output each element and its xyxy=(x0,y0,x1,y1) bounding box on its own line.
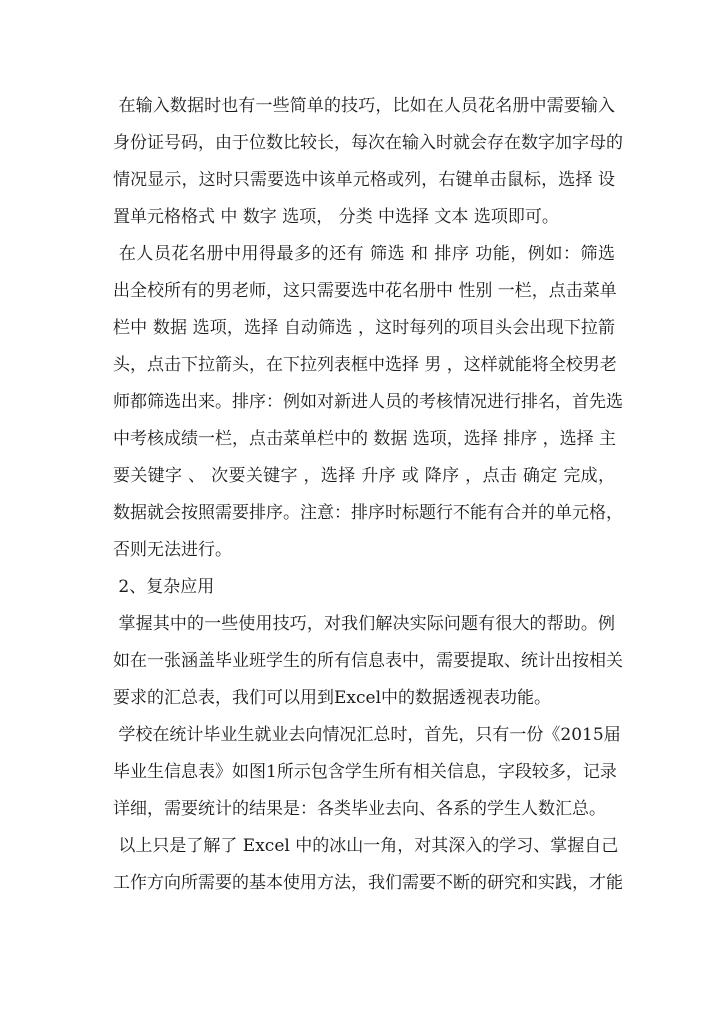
text-line: 否则无法进行。 xyxy=(113,540,232,560)
text-line: 工作方向所需要的基本使用方法，我们需要不断的研究和实践，才能 xyxy=(113,873,623,893)
text-line: 身份证号码，由于位数比较长，每次在输入时就会存在数字加字母的 xyxy=(113,133,623,153)
section-heading: 2、复杂应用 xyxy=(113,577,215,597)
text-line: 在输入数据时也有一些简单的技巧，比如在人员花名册中需要输入 xyxy=(113,96,615,116)
text-line: 要求的汇总表，我们可以用到Excel中的数据透视表功能。 xyxy=(113,688,552,708)
text-line: 师都筛选出来。排序：例如对新进人员的考核情况进行排名，首先选 xyxy=(113,392,623,412)
text-line: 在人员花名册中用得最多的还有 筛选 和 排序 功能，例如：筛选 xyxy=(113,244,615,264)
text-line: 要关键字 、 次要关键字 ，选择 升序 或 降序 ，点击 确定 完成， xyxy=(113,466,615,486)
document-body xyxy=(113,88,623,902)
text-line: 如在一张涵盖毕业班学生的所有信息表中，需要提取、统计出按相关 xyxy=(113,651,623,671)
text-line: 头，点击下拉箭头，在下拉列表框中选择 男 ，这样就能将全校男老 xyxy=(113,355,617,375)
text-line: 以上只是了解了 Excel 中的冰山一角，对其深入的学习、掌握自己 xyxy=(113,836,619,856)
text-line: 学校在统计毕业生就业去向情况汇总时，首先，只有一份《2015届 xyxy=(113,725,621,745)
text-line: 栏中 数据 选项，选择 自动筛选 ，这时每列的项目头会出现下拉箭 xyxy=(113,318,615,338)
text-line: 中考核成绩一栏，点击菜单栏中的 数据 选项，选择 排序 ，选择 主 xyxy=(113,429,617,449)
text-line: 毕业生信息表》如图1所示包含学生所有相关信息，字段较多，记录 xyxy=(113,762,617,782)
text-line: 数据就会按照需要排序。注意：排序时标题行不能有合并的单元格， xyxy=(113,503,623,523)
text-line: 置单元格格式 中 数字 选项， 分类 中选择 文本 选项即可。 xyxy=(113,207,559,227)
text-line: 掌握其中的一些使用技巧，对我们解决实际问题有很大的帮助。例 xyxy=(113,614,615,634)
text-line: 情况显示，这时只需要选中该单元格或列，右键单击鼠标，选择 设 xyxy=(113,170,615,190)
text-line: 详细，需要统计的结果是：各类毕业去向、各系的学生人数汇总。 xyxy=(113,799,606,819)
text-line: 出全校所有的男老师，这只需要选中花名册中 性别 一栏，点击菜单 xyxy=(113,281,617,301)
